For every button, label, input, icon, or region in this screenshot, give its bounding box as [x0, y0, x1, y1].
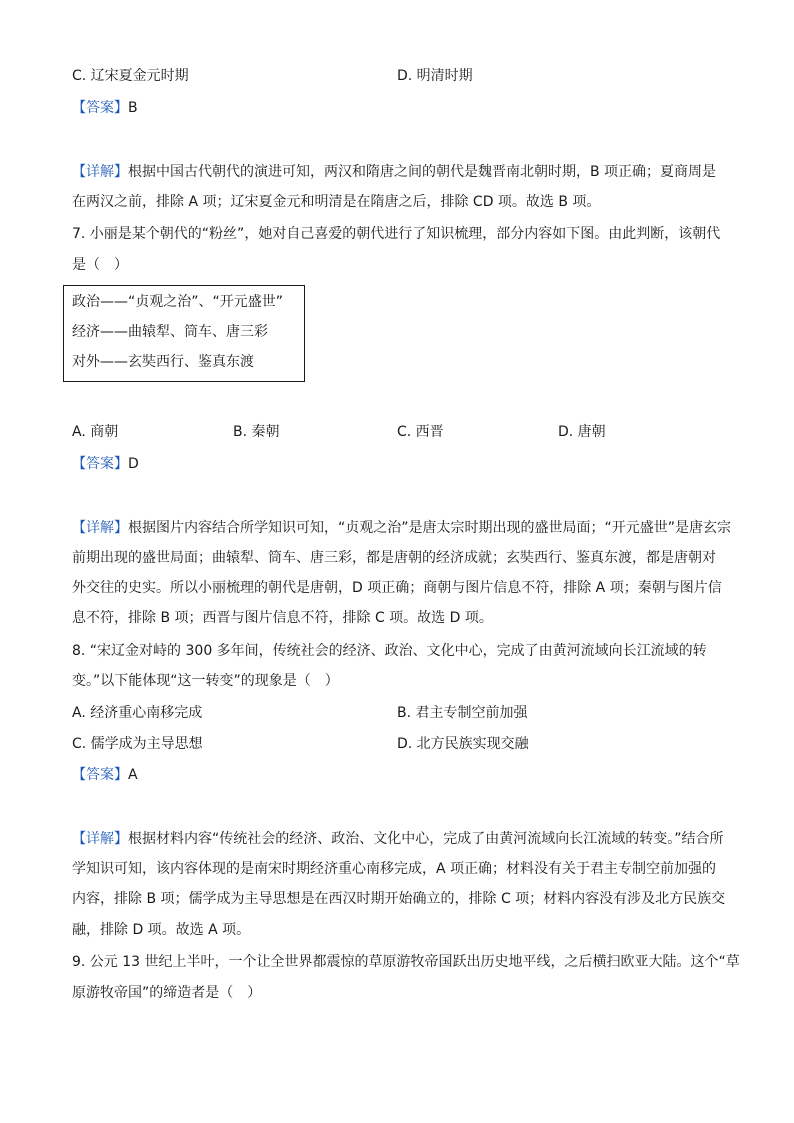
answer-value: B: [128, 100, 138, 116]
answer-value: D: [128, 456, 139, 472]
q8-detail-line: 融，排除 D 项。故选 A 项。: [72, 922, 251, 938]
q8-option-c: C. 儒学成为主导思想: [72, 736, 203, 752]
detail-text: 根据材料内容“传统社会的经济、政治、文化中心，完成了由黄河流域向长江流域的转变。”结合所: [128, 831, 724, 847]
q7-detail-line: 息不符，排除 B 项；西晋与图片信息不符，排除 C 项。故选 D 项。: [72, 610, 493, 626]
q8-option-a: A. 经济重心南移完成: [72, 705, 203, 721]
q8-option-b: B. 君主专制空前加强: [397, 705, 528, 721]
q7-detail-line: 前期出现的盛世局面；曲辕犁、筒车、唐三彩，都是唐朝的经济成就；玄奘西行、鉴真东渡，都是唐朝对: [72, 550, 716, 566]
q7-stem-line: 是（ ）: [72, 257, 128, 273]
q7-detail-line: 外交往的史实。所以小丽梳理的朝代是唐朝，D 项正确；商朝与图片信息不符，排除 A 项；秦朝与图片信: [72, 580, 722, 596]
q6-detail-line: 在两汉之前，排除 A 项；辽宋夏金元和明清是在隋唐之后，排除 CD 项。故选 B 项。: [72, 194, 601, 210]
q6-answer: [72, 98, 138, 118]
q8-stem-line: 8. “宋辽金对峙的 300 多年间，传统社会的经济、政治、文化中心，完成了由黄河流域向长江流域的转: [72, 643, 707, 659]
answer-tag: 【答案】: [72, 767, 128, 783]
q6-option-c: C. 辽宋夏金元时期: [72, 68, 189, 84]
box-line: 经济——曲辕犁、筒车、唐三彩: [72, 324, 268, 340]
q7-option-a: A. 商朝: [72, 424, 119, 440]
detail-tag: 【详解】: [72, 164, 128, 180]
q9-stem-line: 9. 公元 13 世纪上半叶，一个让全世界都震惊的草原游牧帝国跃出历史地平线，之后横扫欧亚大陆。这个“草: [72, 954, 740, 970]
box-line: 对外——玄奘西行、鉴真东渡: [72, 354, 254, 370]
q6-option-d: D. 明清时期: [397, 68, 473, 84]
q8-option-d: D. 北方民族实现交融: [397, 736, 529, 752]
q7-option-c: C. 西晋: [397, 424, 444, 440]
q7-detail-line: [72, 518, 731, 538]
q8-answer: [72, 765, 138, 785]
q8-stem-line: 变。”以下能体现“这一转变”的现象是（ ）: [72, 673, 339, 689]
answer-value: A: [128, 767, 138, 783]
detail-text: 根据中国古代朝代的演进可知，两汉和隋唐之间的朝代是魏晋南北朝时期，B 项正确；夏商周是: [128, 164, 717, 180]
answer-tag: 【答案】: [72, 100, 128, 116]
q7-stem-line: 7. 小丽是某个朝代的“粉丝”，她对自己喜爱的朝代进行了知识梳理，部分内容如下图。由此判断，该朝代: [72, 226, 721, 242]
detail-tag: 【详解】: [72, 831, 128, 847]
detail-text: 根据图片内容结合所学知识可知，“贞观之治”是唐太宗时期出现的盛世局面；“开元盛世”是唐玄宗: [128, 520, 732, 536]
q8-detail-line: 学知识可知，该内容体现的是南宋时期经济重心南移完成，A 项正确；材料没有关于君主专制空前加强的: [72, 861, 717, 877]
q7-option-d: D. 唐朝: [558, 424, 606, 440]
q8-detail-line: [72, 829, 724, 849]
answer-tag: 【答案】: [72, 456, 128, 472]
detail-tag: 【详解】: [72, 520, 128, 536]
q7-option-b: B. 秦朝: [233, 424, 280, 440]
q7-answer: [72, 454, 139, 474]
q7-material-box: [63, 285, 305, 382]
q8-detail-line: 内容，排除 B 项；儒学成为主导思想是在西汉时期开始确立的，排除 C 项；材料内容没有涉及北方民族交: [72, 891, 726, 907]
box-line: 政治——“贞观之治”、“开元盛世”: [72, 294, 284, 310]
q6-detail-line: [72, 162, 716, 182]
q9-stem-line: 原游牧帝国”的缔造者是（ ）: [72, 985, 262, 1001]
